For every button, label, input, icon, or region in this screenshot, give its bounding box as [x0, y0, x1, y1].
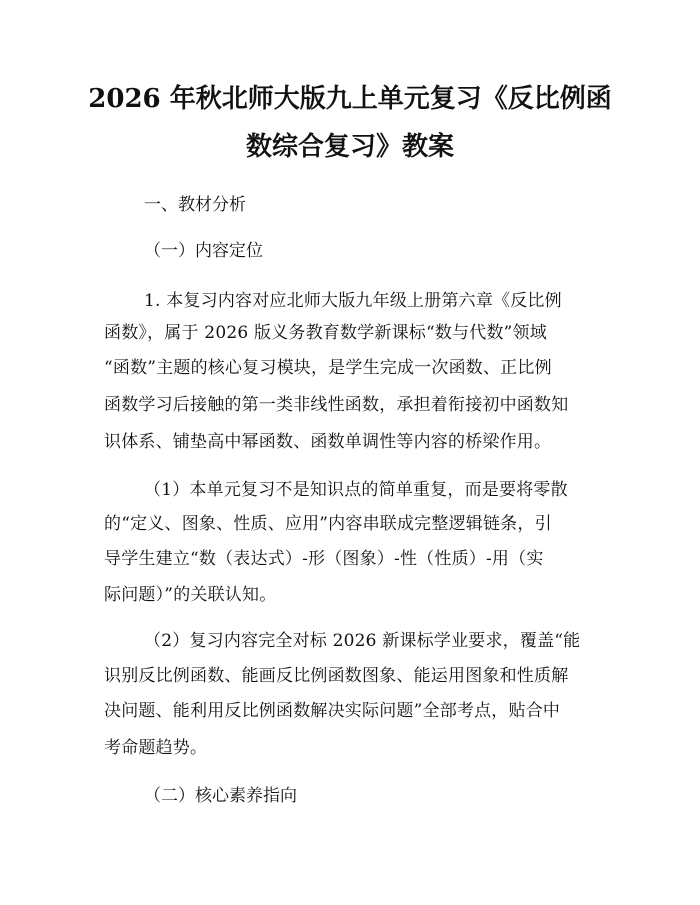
- paragraph-1-line-1: 1. 本复习内容对应北师大版九年级上册第六章《反比例: [144, 291, 562, 311]
- subsection-heading-content-positioning: （一）内容定位: [144, 241, 263, 261]
- document-title-line-1: 2026 年秋北师大版九上单元复习《反比例函: [88, 84, 612, 114]
- paragraph-1-line-4: 函数学习后接触的第一类非线性函数，承担着衔接初中函数知: [104, 395, 569, 415]
- paragraph-1-line-5: 识体系、铺垫高中幂函数、函数单调性等内容的桥梁作用。: [104, 432, 552, 452]
- subsection-heading-core-literacy: （二）核心素养指向: [144, 786, 297, 806]
- paragraph-3-line-1: （2）复习内容完全对标 2026 新课标学业要求，覆盖“能: [144, 631, 581, 651]
- paragraph-1-line-2: 函数》，属于 2026 版义务教育数学新课标“数与代数”领域: [104, 323, 547, 343]
- paragraph-3-line-4: 考命题趋势。: [104, 738, 208, 758]
- paragraph-2-line-1: （1）本单元复习不是知识点的简单重复，而是要将零散: [144, 480, 568, 500]
- paragraph-2-line-2: 的“定义、图象、性质、应用”内容串联成完整逻辑链条，引: [104, 514, 552, 534]
- document-title-line-2: 数综合复习》教案: [245, 132, 454, 162]
- paragraph-2-line-3: 导学生建立“数（表达式）-形（图象）-性（性质）-用（实: [104, 549, 544, 569]
- section-heading-teaching-material-analysis: 一、教材分析: [144, 195, 246, 215]
- paragraph-3-line-3: 决问题、能利用反比例函数解决实际问题”全部考点，贴合中: [104, 701, 561, 721]
- paragraph-2-line-4: 际问题）”的关联认知。: [104, 585, 277, 605]
- paragraph-1-line-3: “函数”主题的核心复习模块，是学生完成一次函数、正比例: [104, 358, 552, 378]
- paragraph-3-line-2: 识别反比例函数、能画反比例函数图象、能运用图象和性质解: [104, 666, 569, 686]
